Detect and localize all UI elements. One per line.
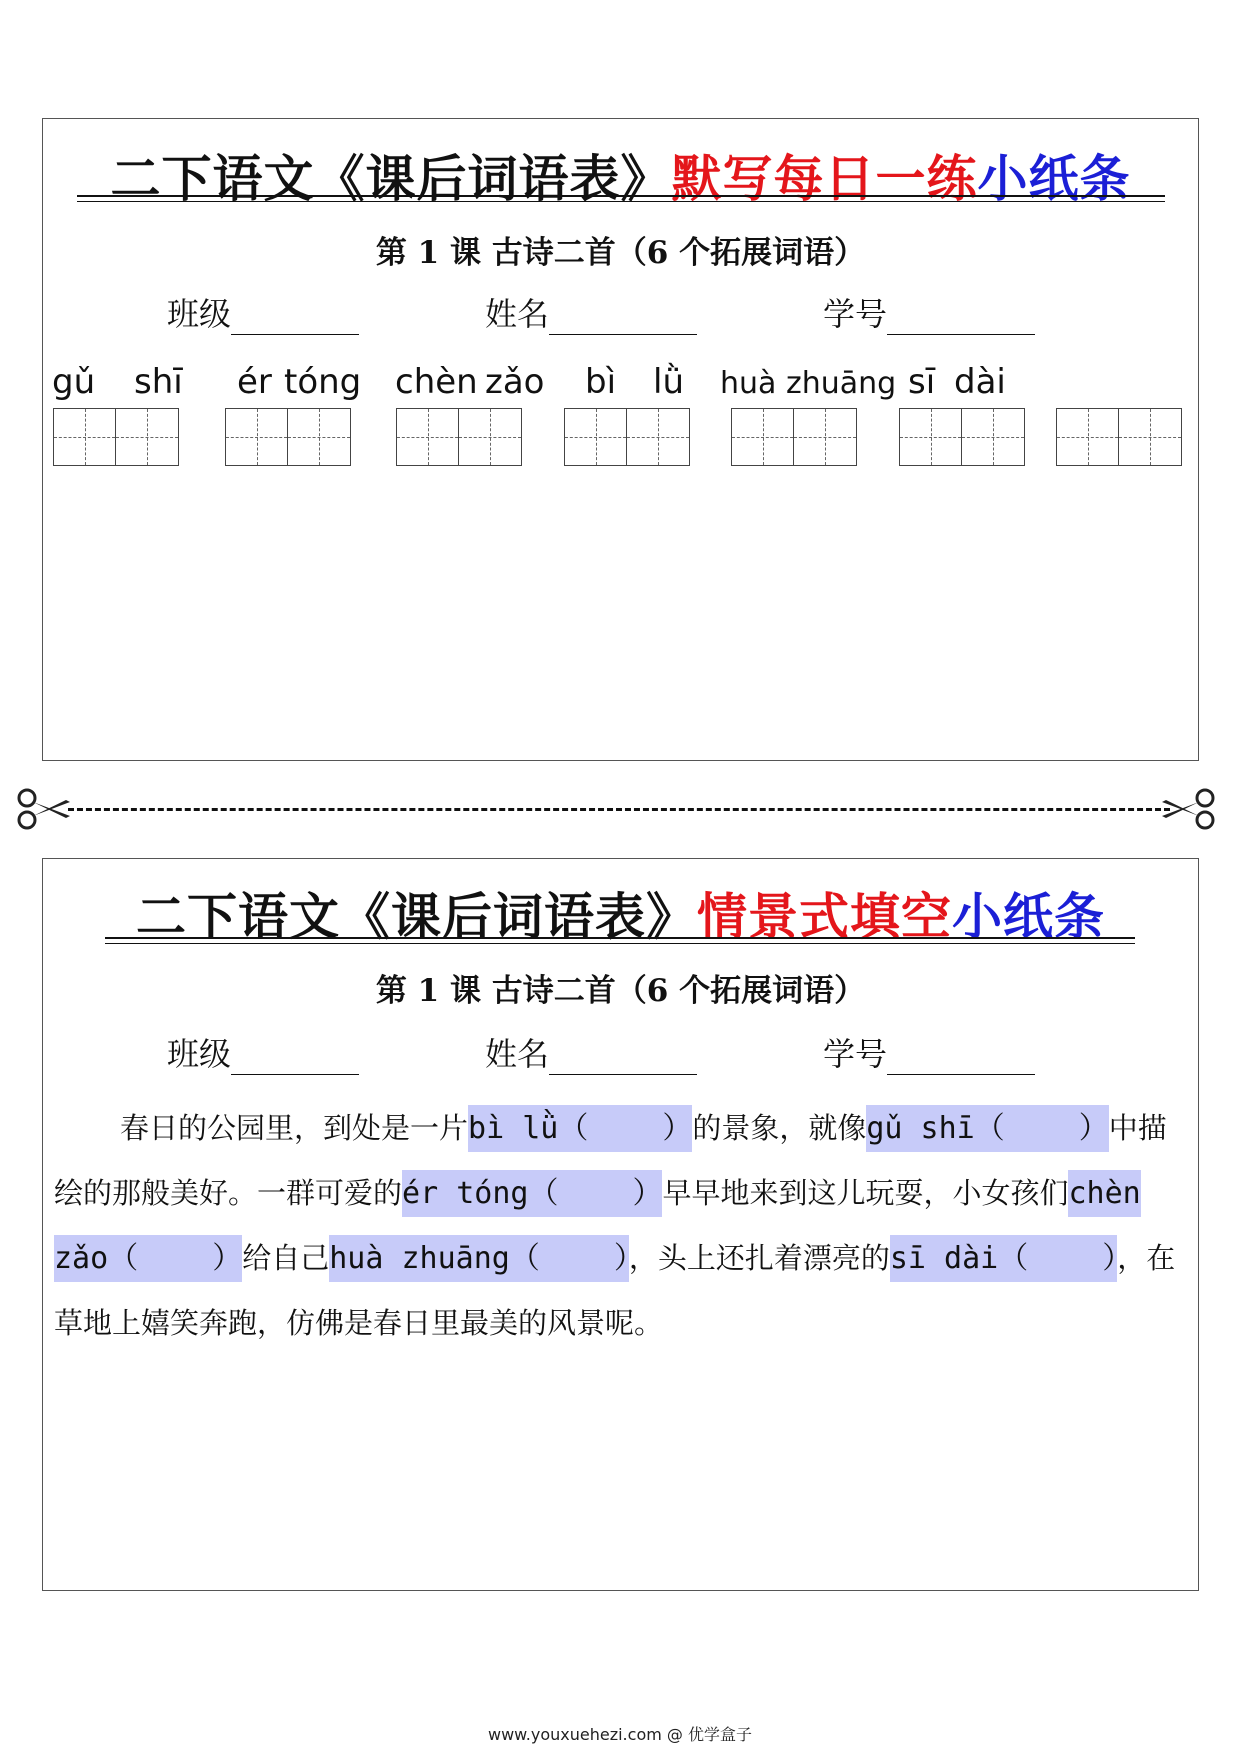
pinyin-chen: chèn [395, 362, 478, 402]
scissors-icon [14, 786, 74, 832]
number-blank[interactable] [887, 1046, 1035, 1075]
name-blank[interactable] [549, 1046, 697, 1075]
title-underline [105, 943, 1135, 944]
pinyin-tong: tóng [284, 362, 362, 402]
title-underline [77, 201, 1165, 202]
writing-box[interactable] [564, 408, 690, 466]
writing-box[interactable] [396, 408, 522, 466]
blank-bi-lv[interactable]: bì lǜ（ ） [468, 1105, 692, 1152]
writing-box[interactable] [1056, 408, 1182, 466]
class-blank[interactable] [231, 1046, 359, 1075]
footer-watermark: www.youxuehezi.com @ 优学盒子 [488, 1725, 752, 1744]
sheet-title: 二下语文《课后词语表》默写每日一练小纸条 [110, 150, 1131, 208]
sheet-title: 二下语文《课后词语表》情景式填空小纸条 [136, 888, 1105, 946]
pinyin-gu: gǔ [52, 362, 96, 402]
class-field: 班级 [167, 289, 359, 335]
pinyin-si: sī [908, 362, 936, 402]
number-field: 学号 [823, 289, 1035, 335]
story-passage: 春日的公园里，到处是一片bì lǜ（ ）的景象，就像gǔ shī（ ）中描绘的那般美好。一群可爱的ér tóng（ ）早早地来到这儿玩耍，小女孩们chèn zǎo（ ）给自己huà zhuāng（ ），头上还扎着漂亮的sī dài（ ），在草地上嬉笑奔跑，仿佛是春日里最美的风景呢。 [54, 1096, 1194, 1355]
title-underline [105, 937, 1135, 939]
name-blank[interactable] [549, 306, 697, 335]
title-underline [77, 195, 1165, 197]
blank-hua-zhuang[interactable]: huà zhuāng（ ） [329, 1235, 629, 1282]
cut-line [68, 808, 1170, 811]
writing-box[interactable] [225, 408, 351, 466]
pinyin-hua: huà [720, 366, 777, 401]
pinyin-er: ér [237, 362, 272, 402]
class-field: 班级 [167, 1029, 359, 1075]
pinyin-zhuang: zhuāng [786, 366, 897, 401]
writing-box[interactable] [53, 408, 179, 466]
number-field: 学号 [823, 1029, 1035, 1075]
lesson-heading: 第 1 课 古诗二首（6 个拓展词语） [375, 973, 866, 1009]
pinyin-dai: dài [954, 362, 1006, 402]
number-blank[interactable] [887, 306, 1035, 335]
blank-si-dai[interactable]: sī dài（ ） [890, 1235, 1117, 1282]
name-field: 姓名 [485, 289, 697, 335]
writing-box[interactable] [899, 408, 1025, 466]
scissors-icon [1158, 786, 1218, 832]
blank-gu-shi[interactable]: gǔ shī（ ） [866, 1105, 1108, 1152]
blank-chen-zao[interactable]: chèn zǎo（ ） [54, 1170, 1141, 1282]
blank-er-tong[interactable]: ér tóng（ ） [402, 1170, 662, 1217]
pinyin-shi: shī [134, 362, 183, 402]
pinyin-bi: bì [585, 362, 617, 402]
class-blank[interactable] [231, 306, 359, 335]
writing-box[interactable] [731, 408, 857, 466]
lesson-heading: 第 1 课 古诗二首（6 个拓展词语） [375, 235, 866, 271]
pinyin-lv: lǜ [653, 362, 684, 402]
pinyin-zao: zǎo [485, 362, 545, 402]
name-field: 姓名 [485, 1029, 697, 1075]
